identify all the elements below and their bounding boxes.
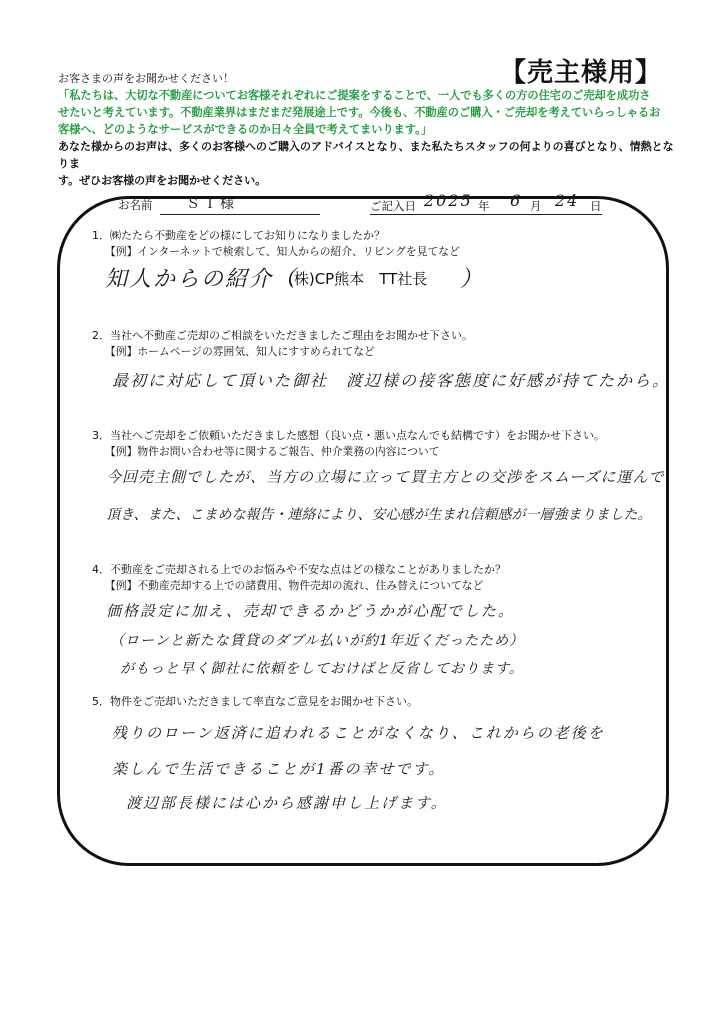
month-label: 月 xyxy=(530,199,542,213)
question-2: 2．当社へ不動産ご売却のご相談をいただきましたご理由をお聞かせ下さい。 xyxy=(92,329,473,342)
intro-bold-2: す。ぜひお客様の声をお聞かせください。 xyxy=(58,174,267,187)
day-label: 日 xyxy=(590,199,602,213)
answer-5-line-3: 渡辺部長様には心から感謝申し上げます。 xyxy=(126,794,448,812)
date-underline xyxy=(370,214,602,215)
example-2: 【例】ホームページの雰囲気、知人にすすめられてなど xyxy=(105,345,375,358)
question-1: 1．㈱たたら不動産をどの様にしてお知りになりましたか？ xyxy=(92,229,385,242)
name-underline xyxy=(160,214,320,215)
date-label: ご記入日 xyxy=(370,199,416,213)
answer-4-line-2: （ローンと新たな賃貸のダブル払いが約1年近くだったため） xyxy=(110,633,525,649)
answer-4-line-1: 価格設定に加え、売却できるかどうかが心配でした。 xyxy=(106,602,515,620)
example-3: 【例】物件お問い合わせ等に関するご報告、仲介業務の内容について xyxy=(105,445,440,458)
question-4: 4．不動産をご売却される上でのお悩みや不安な点はどの様なことがありましたか？ xyxy=(92,563,506,576)
intro-bold-1: あなた様からのお声は、多くのお客様へのご購入のアドバイスとなり、また私たちスタッフの何よりの喜びとなり、情熱となりま xyxy=(58,140,674,170)
intro-green-3: 客様へ、どのようなサービスができるのか日々全員で考えてまいります。」 xyxy=(58,123,432,136)
answer-3-line-1: 今回売主側でしたが、当方の立場に立って買主方との交渉をスムーズに運んで xyxy=(106,468,665,486)
name-value: ＳＩ様 xyxy=(186,196,237,212)
intro-text xyxy=(58,70,678,189)
example-4: 【例】不動産売却する上での諸費用、物件売却の流れ、住み替えについてなど xyxy=(105,579,484,592)
answer-5-line-1: 残りのローン返済に追われることがなくなり、これからの老後を xyxy=(112,724,605,742)
date-year: 2025 xyxy=(424,191,473,210)
year-label: 年 xyxy=(478,199,490,213)
intro-green-2: せたいと考えています。不動産業界はまだまだ発展途上です。今後も、不動産のご購入・ご売却を考えていらっしゃるお xyxy=(58,106,661,119)
answer-3-line-2: 頂き、また、こまめな報告・連絡により、安心感が生まれ信頼感が一層強まりました。 xyxy=(106,507,652,523)
answer-1-close: ） xyxy=(460,267,485,292)
answer-4-line-3: がもっと早く御社に依頼をしておけばと反省しております。 xyxy=(120,661,524,677)
answer-1-typed: (株)CP熊本 TT社長 xyxy=(288,270,428,288)
seller-badge: 【売主様用】 xyxy=(500,52,660,94)
answer-5-line-2: 楽しんで生活できることが1番の幸せです。 xyxy=(112,760,446,778)
answer-2-line-1: 最初に対応して頂いた御社 渡辺様の接客態度に好感が持てたから。 xyxy=(112,371,671,390)
name-label: お名前 xyxy=(118,198,153,212)
example-1: 【例】インターネットで検索して、知人からの紹介、リビングを見てなど xyxy=(105,245,460,258)
intro-green-1: 「私たちは、大切な不動産についてお客様それぞれにご提案をすることで、一人でも多くの方の住宅のご売却を成功さ xyxy=(58,89,651,102)
intro-line1: お客さまの声をお聞かせください！ xyxy=(58,72,234,85)
question-3: 3．当社へご売却をご依頼いただきました感想（良い点・悪い点なんでも結構です）をお聞かせ下さい。 xyxy=(92,429,605,442)
answer-1-handwritten: 知人からの紹介（ xyxy=(105,267,298,292)
date-day: 24 xyxy=(555,191,580,210)
date-month: 6 xyxy=(510,191,523,210)
question-5: 5．物件をご売却いただきまして率直なご意見をお聞かせ下さい。 xyxy=(92,695,418,708)
